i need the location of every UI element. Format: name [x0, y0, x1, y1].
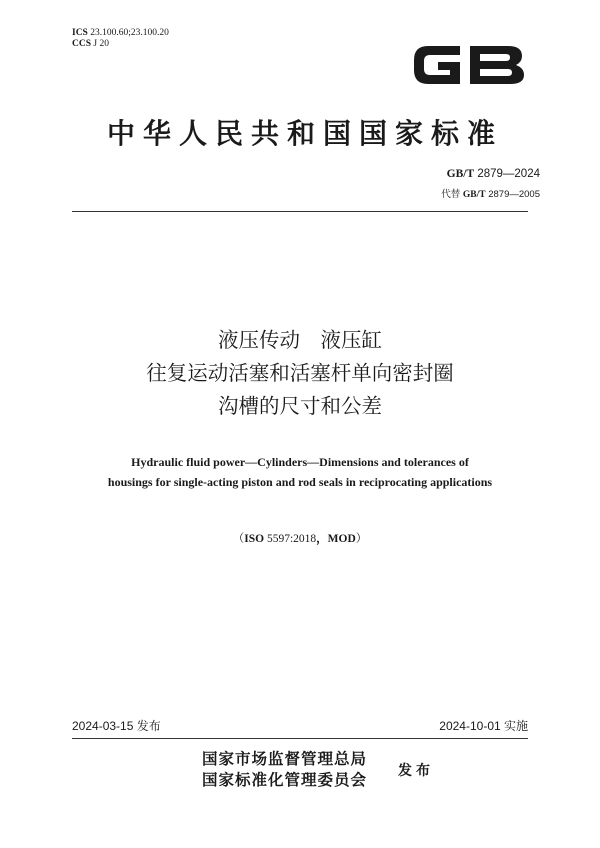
implementation-date: 2024-10-01 实施: [439, 719, 528, 733]
chinese-title-line-1: 液压传动 液压缸: [218, 328, 382, 352]
standard-number: GB/T 2879—2024: [446, 168, 540, 180]
iso-reference: （ISO 5597:2018，MOD）: [232, 533, 368, 545]
bottom-divider: [72, 738, 528, 739]
english-title: [60, 452, 540, 492]
national-standard-title: 中华人民共和国国家标准: [106, 117, 503, 150]
ics-code: ICS 23.100.60;23.100.20: [72, 28, 169, 38]
english-title-line-1: Hydraulic fluid power—Cylinders—Dimensions and tolerances of: [131, 455, 469, 469]
issuer-line-2: 国家标准化管理委员会: [202, 770, 368, 789]
ccs-code: CCS J 20: [72, 39, 109, 49]
gb-logo: [410, 38, 528, 92]
classification-codes: [72, 28, 169, 50]
chinese-title: [60, 324, 540, 423]
issuing-authorities: [202, 748, 367, 790]
english-title-line-2: housings for single-acting piston and rod seals in reciprocating applications: [107, 475, 493, 489]
chinese-title-line-3: 沟槽的尺寸和公差: [218, 394, 382, 418]
chinese-title-line-2: 往复运动活塞和活塞杆单向密封圈: [146, 361, 454, 385]
issuer-line-1: 国家市场监督管理总局: [202, 749, 368, 768]
replaces-standard: 代替 GB/T 2879—2005: [441, 189, 540, 200]
issue-date: 2024-03-15 发布: [72, 719, 161, 733]
top-divider: [72, 211, 528, 212]
publish-label: 发布: [398, 763, 434, 779]
